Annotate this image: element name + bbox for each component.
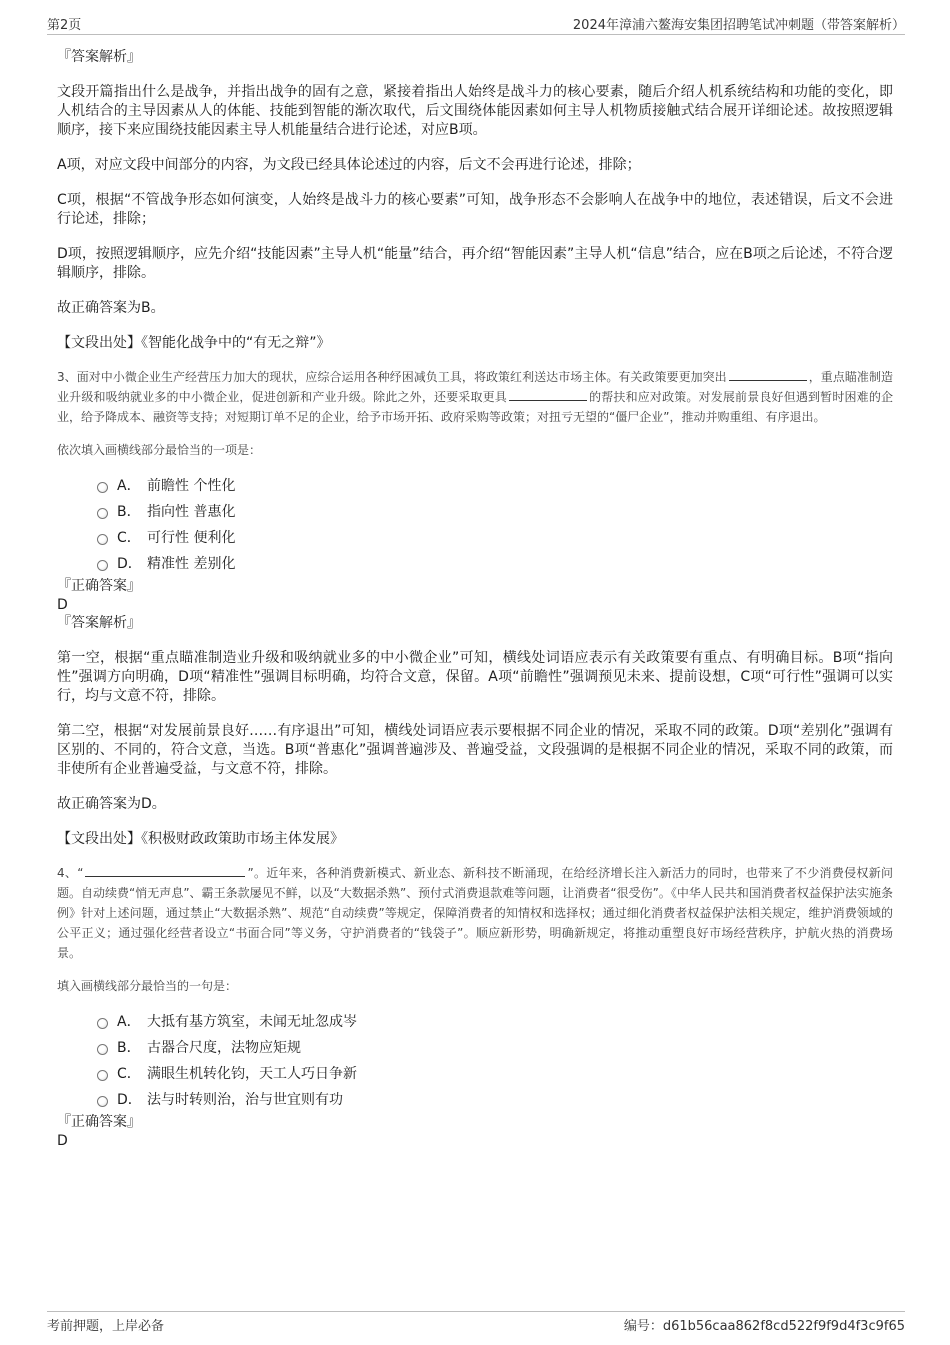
page-number: 第2页	[47, 18, 82, 33]
correct-answer: D	[57, 597, 68, 613]
correct-answer-label: 『正确答案』	[57, 578, 141, 594]
option-b[interactable]: B． 指向性 普惠化	[97, 499, 893, 525]
footer-slogan: 考前押题，上岸必备	[47, 1319, 165, 1334]
page-header	[47, 14, 905, 35]
analysis-paragraph: D项，按照逻辑顺序，应先介绍“技能因素”主导人机“能量”结合，再介绍“智能因素”主导人机“信息”结合，应在B项之后论述，不符合逻辑顺序，排除。	[57, 246, 893, 281]
radio-icon[interactable]	[97, 508, 108, 519]
options-list	[97, 1009, 893, 1113]
question-prompt: 依次填入画横线部分最恰当的一项是：	[57, 443, 262, 457]
document-title: 2024年漳浦六鳌海安集团招聘笔试冲刺题（带答案解析）	[572, 18, 905, 33]
source-citation: 【文段出处】《积极财政政策助市场主体发展》	[57, 831, 344, 847]
option-c[interactable]: C． 满眼生机转化钧，天工人巧日争新	[97, 1061, 893, 1087]
answer-conclusion: 故正确答案为B。	[57, 300, 165, 316]
analysis-paragraph: C项，根据“不管战争形态如何演变，人始终是战斗力的核心要素”可知，战争形态不会影响人在战争中的地位，表述错误，后文不会进行论述，排除；	[57, 192, 893, 227]
radio-icon[interactable]	[97, 534, 108, 545]
question-text: 4、“ ”。近年来，各种消费新模式、新业态、新科技不断涌现，在给经济增长注入新活力的同时，也带来了不少消费侵权新问题。自动续费“悄无声息”、霸王条款屡见不鲜，以及“大数据杀熟”、预付式消费退款难等问题，让消费者“很受伤”。《中华人民共和国消费者权益保护法实施条例》针对上述问题，通过禁止“大数据杀熟”、规范“自动续费”等规定，保障消费者的知情权和选择权；通过细化消费者权益保护法相关规定，维护消费领域的公平正义；通过强化经营者设立“书面合同”等义务，守护消费者的“钱袋子”。顺应新形势，明确新规定，将推动重塑良好市场经营秩序，护航火热的消费场景。	[57, 866, 893, 960]
radio-icon[interactable]	[97, 1070, 108, 1081]
option-a[interactable]: A． 前瞻性 个性化	[97, 473, 893, 499]
analysis-label: 『答案解析』	[57, 615, 141, 631]
radio-icon[interactable]	[97, 1018, 108, 1029]
document-body	[57, 48, 893, 1150]
page-footer	[47, 1311, 905, 1332]
question-text: 3、面对中小微企业生产经营压力加大的现状，应综合运用各种纾困减负工具，将政策红利送达市场主体。有关政策要更加突出 ，重点瞄准制造业升级和吸纳就业多的中小微企业，促进创新和产业升级。除此之外，还要采取更具 的帮扶和应对政策。对发展前景良好但遇到暂时困难的企业，给予降成本、融资等支持；对短期订单不足的企业，给予市场开拓、政府采购等政策；对扭亏无望的“僵尸企业”，推动并购重组、有序退出。	[57, 370, 893, 424]
radio-icon[interactable]	[97, 482, 108, 493]
analysis-paragraph: A项，对应文段中间部分的内容，为文段已经具体论述过的内容，后文不会再进行论述，排除；	[57, 157, 641, 173]
correct-answer-label: 『正确答案』	[57, 1114, 141, 1130]
options-list	[97, 473, 893, 577]
document-id: 编号：d61b56caa862f8cd522f9f9d4f3c9f65	[623, 1319, 905, 1334]
option-c[interactable]: C． 可行性 便利化	[97, 525, 893, 551]
source-citation: 【文段出处】《智能化战争中的“有无之辩”》	[57, 335, 331, 351]
correct-answer: D	[57, 1133, 68, 1149]
question-prompt: 填入画横线部分最恰当的一句是：	[57, 979, 238, 993]
option-b[interactable]: B． 古器合尺度，法物应矩规	[97, 1035, 893, 1061]
analysis-paragraph: 文段开篇指出什么是战争，并指出战争的固有之意，紧接着指出人始终是战斗力的核心要素，随后介绍人机系统结构和功能的变化，即人机结合的主导因素从人的体能、技能到智能的渐次取代，后文围绕体能因素如何主导人机物质接触式结合展开详细论述。故按照逻辑顺序，接下来应围绕技能因素主导人机能量结合进行论述，对应B项。	[57, 84, 893, 138]
fill-blank	[729, 368, 807, 381]
option-d[interactable]: D． 法与时转则治，治与世宜则有功	[97, 1087, 893, 1113]
option-d[interactable]: D． 精准性 差别化	[97, 551, 893, 577]
radio-icon[interactable]	[97, 560, 108, 571]
radio-icon[interactable]	[97, 1096, 108, 1107]
radio-icon[interactable]	[97, 1044, 108, 1055]
answer-conclusion: 故正确答案为D。	[57, 796, 166, 812]
analysis-paragraph: 第二空，根据“对发展前景良好……有序退出”可知，横线处词语应表示要根据不同企业的情况，采取不同的政策。D项“差别化”强调有区别的、不同的，符合文意，当选。B项“普惠化”强调普遍涉及、普遍受益，文段强调的是根据不同企业的情况，采取不同的政策，而非使所有企业普遍受益，与文意不符，排除。	[57, 723, 893, 777]
fill-blank	[509, 388, 587, 401]
analysis-label: 『答案解析』	[57, 49, 141, 65]
analysis-paragraph: 第一空，根据“重点瞄准制造业升级和吸纳就业多的中小微企业”可知，横线处词语应表示有关政策要有重点、有明确目标。B项“指向性”强调方向明确，D项“精准性”强调目标明确，均符合文意，保留。A项“前瞻性”强调预见未来、提前设想，C项“可行性”强调可以实行，均与文意不符，排除。	[57, 650, 893, 704]
fill-blank	[85, 864, 245, 877]
option-a[interactable]: A． 大抵有基方筑室，未闻无址忽成岑	[97, 1009, 893, 1035]
